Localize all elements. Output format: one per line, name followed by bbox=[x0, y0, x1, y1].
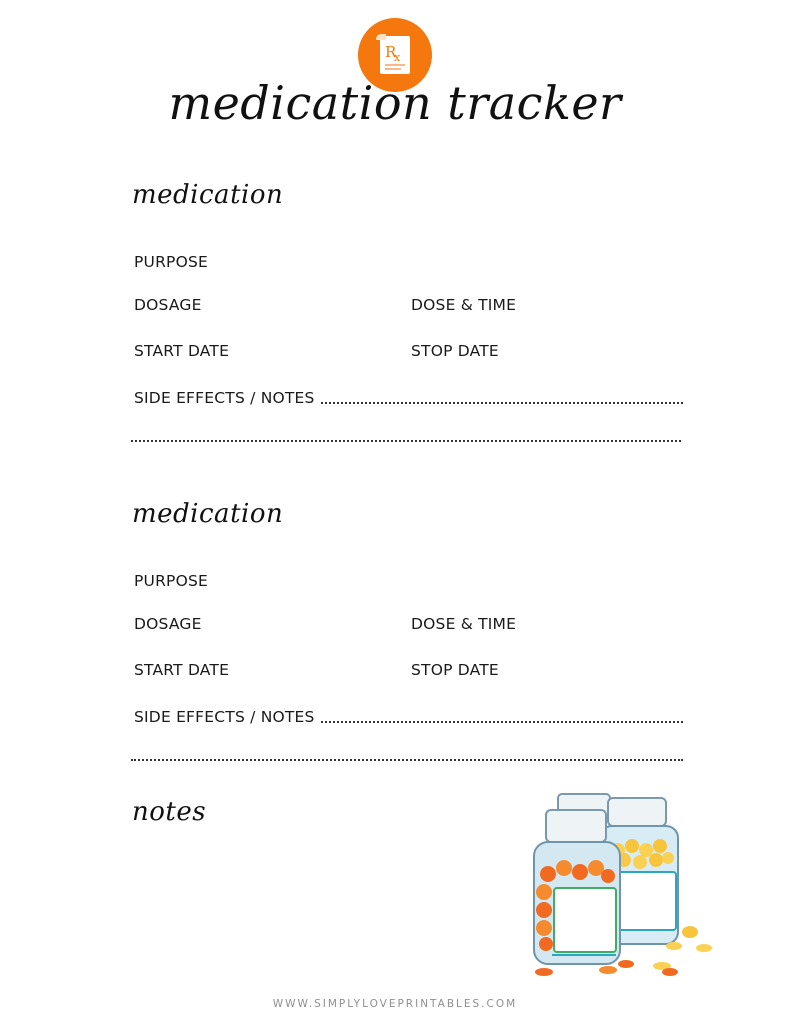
svg-text:x: x bbox=[394, 51, 401, 64]
dose-time-label-2: DOSE & TIME bbox=[411, 615, 517, 633]
medication-heading-1: medication bbox=[132, 180, 284, 210]
dose-time-label-1: DOSE & TIME bbox=[411, 296, 517, 314]
notes-line-2[interactable] bbox=[131, 759, 683, 761]
dosage-label-2: DOSAGE bbox=[134, 615, 202, 633]
pill-bottles-illustration bbox=[520, 788, 720, 980]
dosage-label-1: DOSAGE bbox=[134, 296, 202, 314]
notes-heading: notes bbox=[132, 797, 207, 827]
stop-date-label-2: STOP DATE bbox=[411, 661, 499, 679]
start-date-label-2: START DATE bbox=[134, 661, 230, 679]
medication-heading-2: medication bbox=[132, 499, 284, 529]
side-effects-label-1: SIDE EFFECTS / NOTES bbox=[134, 389, 315, 407]
side-effects-line-1[interactable] bbox=[321, 402, 683, 404]
side-effects-label-2: SIDE EFFECTS / NOTES bbox=[134, 708, 315, 726]
stop-date-label-1: STOP DATE bbox=[411, 342, 499, 360]
page-title: medication tracker bbox=[168, 76, 622, 130]
side-effects-line-2[interactable] bbox=[321, 721, 683, 723]
start-date-label-1: START DATE bbox=[134, 342, 230, 360]
purpose-label-2: PURPOSE bbox=[134, 572, 209, 590]
svg-text:R: R bbox=[385, 43, 397, 61]
footer-website: WWW.SIMPLYLOVEPRINTABLES.COM bbox=[272, 998, 518, 1010]
purpose-label-1: PURPOSE bbox=[134, 253, 209, 271]
notes-line-1[interactable] bbox=[131, 440, 681, 442]
